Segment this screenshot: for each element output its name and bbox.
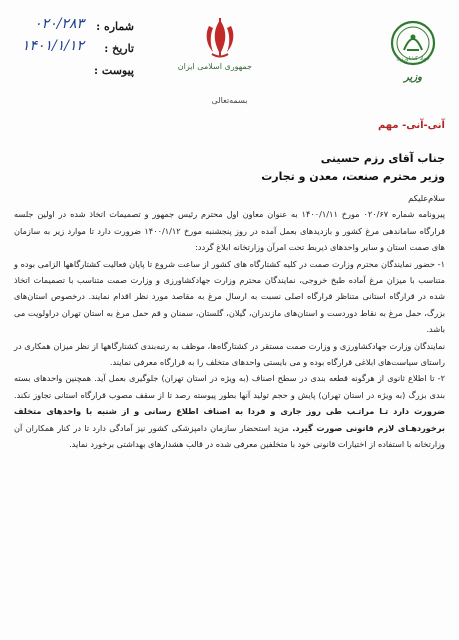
recipient-title: وزیر محترم صنعت، معدن و تجارت [261, 170, 445, 183]
paragraph-4-text: ۲- تا اطلاع ثانوی از هرگونه قطعه بندی در سطح اصناف (به ویژه در استان تهران) جلوگیری بعمل آید. همچنین واحدهای بسته بندی بزرگ (به ویژه در استان تهران) پایش و حجم تولید آنها بطور پیوسته رصد تا از سقف مصوب قرارگاه استانی تجاوز نکند. [14, 373, 445, 400]
recipient-name: جناب آقای رزم حسینی [320, 152, 445, 165]
date-label: تاریخ : [104, 42, 134, 55]
ministry-logo-text: جهاد کشاورزی [396, 56, 430, 62]
iran-emblem [177, 16, 252, 71]
minister-title: وزیر [404, 72, 422, 83]
number-row [14, 18, 134, 40]
number-value: ۰۲۰/۲۸۳ [34, 16, 84, 32]
attachment-label: پیوست : [94, 64, 134, 77]
letter-metadata [14, 18, 134, 84]
date-value: ۱۴۰۱/۱/۱۲ [21, 38, 84, 54]
paragraph-2: ۱- حضور نمایندگان محترم وزارت صمت در کلیه کشتارگاه های کشور از ساعت شروع تا پایان فعالیت کشتارگاهها الزامی بوده و متناسب با میزان مرغ آماده طبخ خروجی، نمایندگان محترم وزارت جهادکشاورزی و وزارت صمت متناسب با تصمیمات اتخاذ شده در قرارگاه استانی متناظر قرارگاه اصلی نسبت به ارسال مرغ به مقاصد مورد نظر اقدام نمایند. درخصوص استان‌های بزرگ، حمل مرغ به نقاط دوردست و استان‌های مازندران، گیلان، گلستان، سمنان و قم حمل مرغ به استان تهران دراولویت می باشد. [14, 258, 445, 335]
recipient-block [261, 150, 445, 186]
attachment-row [14, 62, 134, 84]
ministry-logo [383, 20, 443, 83]
urgency-label: آنی-آنی- مهم [377, 120, 445, 131]
iran-emblem-icon [200, 16, 240, 60]
greeting: سلام‌علیکم [408, 193, 445, 203]
number-label: شماره : [96, 20, 134, 33]
paragraph-4 [14, 370, 445, 452]
paragraph-1: پیرونامه شماره ۰۲۰/۶۷ مورخ ۱۴۰۰/۱/۱۱ به عنوان معاون اول محترم رئیس جمهور و تصمیمات اتخاذ شده در اولین جلسه قرارگاه ساماندهی مرغ کشور و بازدیدهای بعمل آمده در روز پنجشنبه مورخ ۱۴۰۰/۱/۱۲ ضرورت دارد تا موارد زیر به سازمان های صمت استان و سایر واحدهای ذیربط تحت امرآن وزارتخانه ابلاغ گردد: [14, 209, 446, 253]
ministry-seal-icon [390, 20, 436, 66]
basmala: بسمه‌تعالی [211, 96, 248, 105]
emblem-caption: جمهوری اسلامی ایران [177, 62, 252, 71]
paragraph-4-tail: مزید استحضار سازمان دامپزشکی کشور نیز آمادگی دارد تا در کنار همکاران آن وزارتخانه با استفاده از اختیارات قانونی خود با متخلفین معرفی شده در قالب هشدارهای بهداشتی برخورد نماید. [14, 422, 445, 450]
paragraph-4-emphasis: ضرورت دارد تـا مراتـب طی روز جاری و فردا به اصناف اطلاع رسانی و از شنبه با واحدهای متخلف برخوردهـای لازم قانونی صورت گیرد. [14, 406, 445, 433]
paragraph-3: نمایندگان وزارت جهادکشاورزی و وزارت صمت مستقر در کشتارگاه‌ها، موظف به رتبه‌بندی کشتارگاهها از نظر میزان همکاری در راستای سیاست‌های ابلاغی قرارگاه بوده و می بایستی واحدهای متخلف را به قرارگاه معرفی نمایند. [14, 340, 445, 368]
letter-body [14, 190, 445, 630]
date-row [14, 40, 134, 62]
